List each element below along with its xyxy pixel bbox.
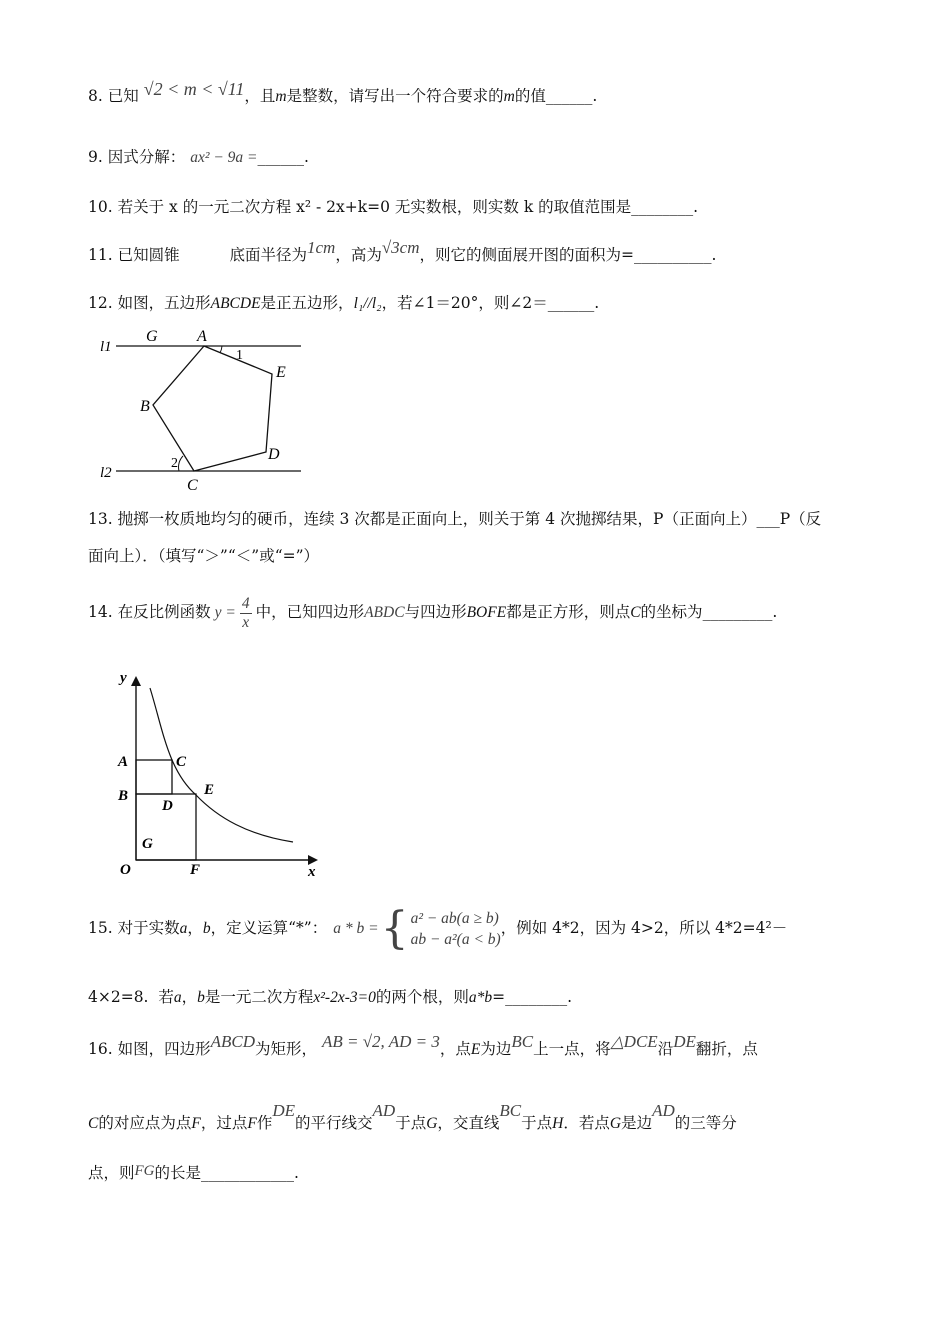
- question-13-cont: 面向上）．（填写“＞”“＜”或“=”）: [88, 547, 320, 565]
- answer-blank[interactable]: ____________: [201, 1164, 295, 1182]
- question-16: 16. 如图，四边形ABCD为矩形， AB = √2, AD = 3，点E为边BC上一点，将△DCE沿DE翻折，点: [88, 1032, 758, 1058]
- question-16-cont2: 点，则FG的长是____________.: [88, 1163, 299, 1182]
- pentagon-abcde: [153, 346, 272, 471]
- label-l1: l1: [100, 339, 112, 355]
- label-B: B: [140, 398, 150, 415]
- brace: {: [380, 903, 409, 954]
- label-C: C: [187, 477, 198, 494]
- piecewise-cases: a² − ab(a ≥ b) ab − a²(a < b): [410, 909, 501, 948]
- answer-blank[interactable]: ________: [505, 988, 568, 1006]
- y-axis-arrow: [131, 676, 141, 686]
- label-O: O: [120, 862, 131, 878]
- label-A: A: [197, 328, 207, 345]
- label-l2: l2: [100, 465, 112, 481]
- label-B: B: [118, 788, 129, 804]
- label-C: C: [176, 754, 187, 770]
- angle-1-arc: [220, 346, 222, 353]
- question-11: 11. 已知圆锥 底面半径为1cm，高为√3cm，则它的侧面展开图的面积为=__________.: [88, 238, 717, 264]
- question-10: 10. 若关于 x 的一元二次方程 x² - 2x+k=0 无实数根，则实数 k 的取值范围是________.: [88, 198, 699, 216]
- answer-blank[interactable]: __________: [634, 246, 712, 264]
- question-13: 13. 抛掷一枚质地均匀的硬币，连续 3 次都是正面向上，则关于第 4 次抛掷结果，P（正面向上）___P（反: [88, 510, 822, 528]
- label-D: D: [162, 798, 173, 814]
- question-8: 8. 已知 √2 < m < √11，且m是整数，请写出一个符合要求的m的值______.: [88, 79, 598, 105]
- math-inequality: √2 < m < √11: [143, 79, 245, 99]
- hyperbola-figure: [108, 660, 333, 882]
- answer-blank[interactable]: ___: [756, 510, 780, 528]
- label-G: G: [142, 836, 153, 852]
- label-x: x: [308, 864, 316, 880]
- label-E: E: [204, 782, 215, 798]
- angle-2-arc: [179, 456, 183, 471]
- pentagon-figure: [96, 325, 311, 495]
- label-E: E: [276, 364, 286, 381]
- square-abdc: [136, 760, 172, 794]
- label-angle-2: 2: [171, 456, 178, 471]
- question-15: 15. 对于实数 a ， b ，定义运算“*”： a * b = { a² − ab(a ≥ b) ab − a²(a < b) ，例如 4*2，因为 4>2，所以 4*2=4²－: [88, 903, 788, 954]
- fraction-4-over-x: $\frac{4}{x}$: [241, 595, 250, 631]
- question-9: 9. 因式分解： ax² − 9a =______.: [88, 148, 309, 166]
- label-F: F: [190, 862, 201, 878]
- answer-blank[interactable]: ______: [545, 87, 593, 105]
- answer-blank[interactable]: ______: [547, 294, 595, 312]
- question-14: 14. 在反比例函数 y = $\frac{4}{x}$ 中，已知四边形 ABDC 与四边形 BOFE 都是正方形，则点 C 的坐标为 _________ .: [88, 595, 778, 631]
- label-A: A: [118, 754, 129, 770]
- label-y: y: [120, 670, 127, 686]
- label-angle-1: 1: [236, 348, 243, 363]
- math-expression: ax² − 9a =: [190, 149, 258, 166]
- answer-blank[interactable]: ________: [631, 198, 694, 216]
- question-12: 12. 如图，五边形ABCDE是正五边形，l₁//l₂，若∠1＝20°，则∠2＝______.: [88, 294, 600, 312]
- question-16-cont: C的对应点为点F，过点F作DE的平行线交AD于点G，交直线BC于点H．若点G是边AD的三等分: [88, 1101, 737, 1132]
- answer-blank[interactable]: ______: [257, 148, 305, 166]
- label-D: D: [268, 446, 280, 463]
- question-15-cont: 4×2=8. 若a，b是一元二次方程x²-2x-3=0的两个根，则a*b=________.: [88, 988, 573, 1006]
- answer-blank[interactable]: _________: [702, 603, 773, 622]
- label-G: G: [146, 328, 158, 345]
